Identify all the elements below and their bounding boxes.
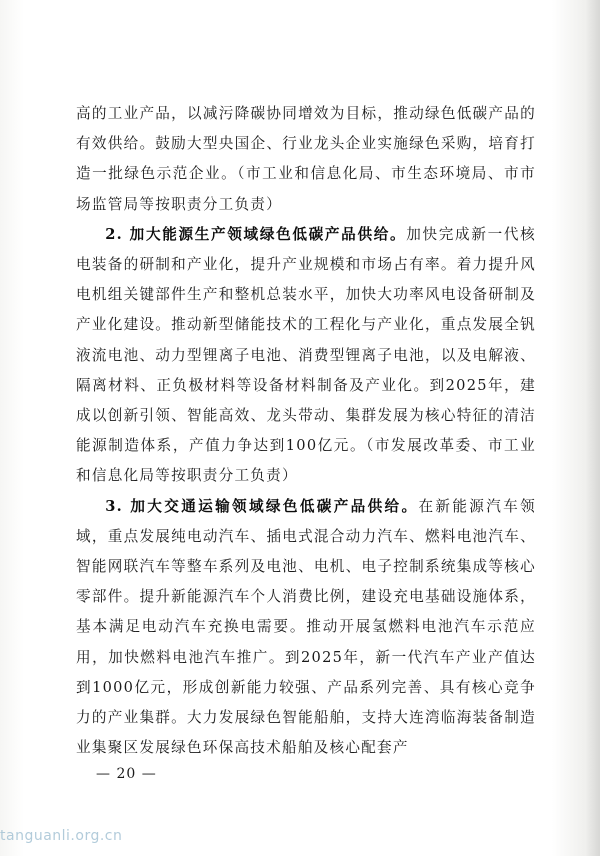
paragraph-text: 高的工业产品，以减污降碳协同增效为目标，推动绿色低碳产品的有效供给。鼓励大型央国企、行业龙头企业实施绿色采购，培育打造一批绿色示范企业。（市工业和信息化局、市生态环境局、市市场监管局等按职责分工负责） bbox=[76, 105, 536, 213]
page-edge-shadow bbox=[586, 0, 600, 856]
document-body bbox=[76, 99, 536, 763]
paragraph-text: 在新能源汽车领域，重点发展纯电动汽车、插电式混合动力汽车、燃料电池汽车、智能网联汽车等整车系列及电池、电机、电子控制系统集成等核心零部件。提升新能源汽车个人消费比例，建设充电基础设施体系，基本满足电动汽车充换电需要。推动开展氢燃料电池汽车示范应用，加快燃料电池汽车推广。到2025年，新一代汽车产业产值达到1000亿元，形成创新能力较强、产品系列完善、具有核心竞争力的产业集群。大力发展绿色智能船舶，支持大连湾临海装备制造业集聚区发展绿色环保高技术船舶及核心配套产 bbox=[76, 497, 536, 757]
paragraph-text: 加快完成新一代核电装备的研制和产业化，提升产业规模和市场占有率。着力提升风电机组关键部件生产和整机总装水平，加快大功率风电设备研制及产业化建设。推动新型储能技术的工程化与产业化，重点发展全钒液流电池、动力型锂离子电池、消费型锂离子电池，以及电解液、隔离材料、正负极材料等设备材料制备及产业化。到2025年，建成以创新引领、智能高效、龙头带动、集群发展为核心特征的清洁能源制造体系，产值力争达到100亿元。（市发展改革委、市工业和信息化局等按职责分工负责） bbox=[76, 225, 536, 485]
page-number: — 20 — bbox=[96, 766, 157, 782]
paragraph-transportation bbox=[76, 492, 536, 764]
paragraph-heading: 2. 加大能源生产领域绿色低碳产品供给。 bbox=[105, 225, 407, 243]
paragraph-heading: 3. 加大交通运输领域绿色低碳产品供给。 bbox=[105, 497, 419, 515]
paragraph-energy-production bbox=[76, 220, 536, 492]
paragraph-continuation bbox=[76, 99, 536, 220]
watermark-text: tanguanli.org.cn bbox=[0, 828, 123, 844]
